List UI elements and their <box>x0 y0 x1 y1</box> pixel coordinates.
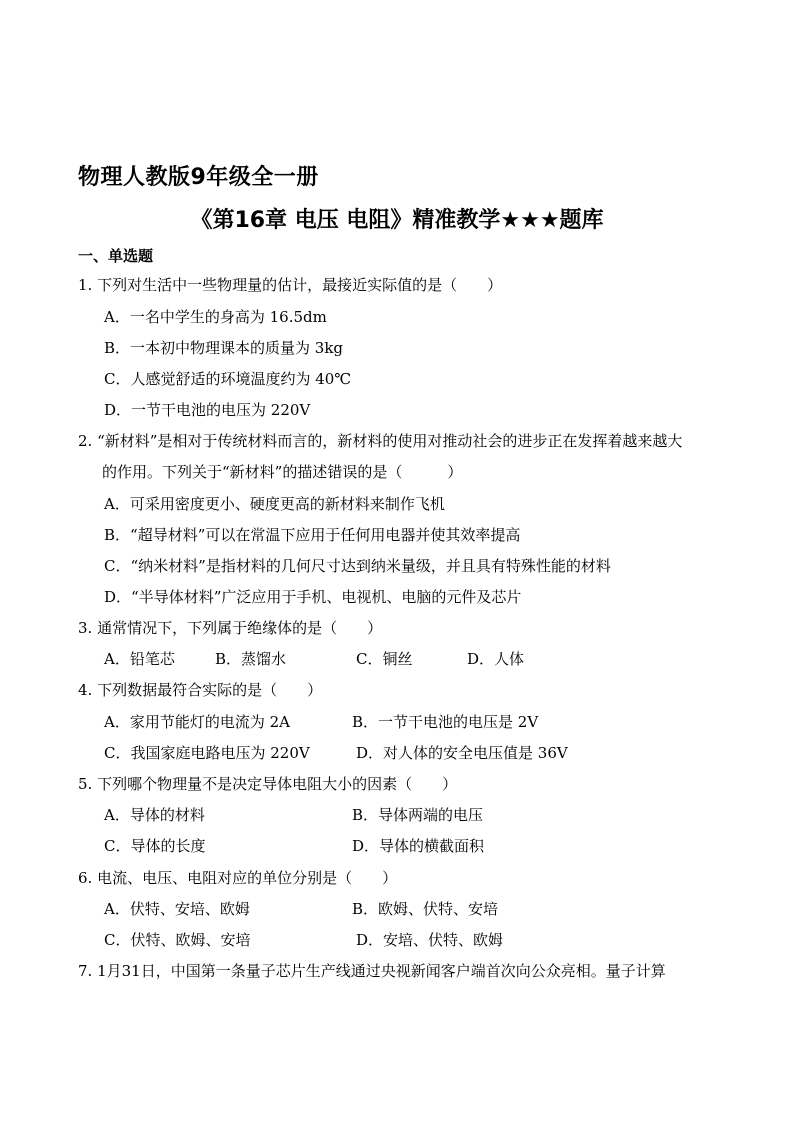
question-stem: 7. 1月31日，中国第一条量子芯片生产线通过央视新闻客户端首次向公众亮相。量子计算 <box>78 962 666 980</box>
question-stem: 5. 下列哪个物理量不是决定导体电阻大小的因素（ ） <box>78 775 458 793</box>
question-stem: 2. “新材料”是相对于传统材料而言的，新材料的使用对推动社会的进步正在发挥着越来越大 <box>78 432 683 450</box>
document-title: 物理人教版9年级全一册 <box>78 165 319 190</box>
option: A．铅笔芯 <box>104 650 175 668</box>
option: A．导体的材料 <box>104 806 205 824</box>
option: D．一节干电池的电压为 220V <box>104 401 311 419</box>
question-stem: 1. 下列对生活中一些物理量的估计，最接近实际值的是（ ） <box>78 276 503 294</box>
document-subtitle: 《第16章 电压 电阻》精准教学★★★题库 <box>190 208 604 233</box>
option: C．铜丝 <box>356 650 413 668</box>
option: C．我国家庭电路电压为 220V <box>104 744 310 762</box>
option: A．家用节能灯的电流为 2A <box>104 713 290 731</box>
option: B．欧姆、伏特、安培 <box>352 900 499 918</box>
option: C．伏特、欧姆、安培 <box>104 931 251 949</box>
question-stem: 6. 电流、电压、电阻对应的单位分别是（ ） <box>78 869 398 887</box>
option: D．安培、伏特、欧姆 <box>356 931 504 949</box>
option: D．导体的横截面积 <box>352 837 485 855</box>
option: B．导体两端的电压 <box>352 806 484 824</box>
option: B．一本初中物理课本的质量为 3kg <box>104 339 344 357</box>
option: B．一节干电池的电压是 2V <box>352 713 539 731</box>
option: B．蒸馏水 <box>215 650 287 668</box>
option: D．对人体的安全电压值是 36V <box>356 744 568 762</box>
option: A．伏特、安培、欧姆 <box>104 900 250 918</box>
option: D．人体 <box>467 650 525 668</box>
option: A．一名中学生的身高为 16.5dm <box>104 308 327 326</box>
option: C．“纳米材料”是指材料的几何尺寸达到纳米量级，并且具有特殊性能的材料 <box>104 557 611 575</box>
question-stem: 4. 下列数据最符合实际的是（ ） <box>78 681 323 699</box>
option: A．可采用密度更小、硬度更高的新材料来制作飞机 <box>104 495 445 513</box>
question-stem: 3. 通常情况下，下列属于绝缘体的是（ ） <box>78 619 383 637</box>
question-stem-continued: 的作用。下列关于“新材料”的描述错误的是（ ） <box>102 463 463 481</box>
option: C．人感觉舒适的环境温度约为 40℃ <box>104 370 352 388</box>
section-heading: 一、单选题 <box>78 247 154 265</box>
option: C．导体的长度 <box>104 837 206 855</box>
option: D．“半导体材料”广泛应用于手机、电视机、电脑的元件及芯片 <box>104 588 522 606</box>
option: B．“超导材料”可以在常温下应用于任何用电器并使其效率提高 <box>104 526 521 544</box>
